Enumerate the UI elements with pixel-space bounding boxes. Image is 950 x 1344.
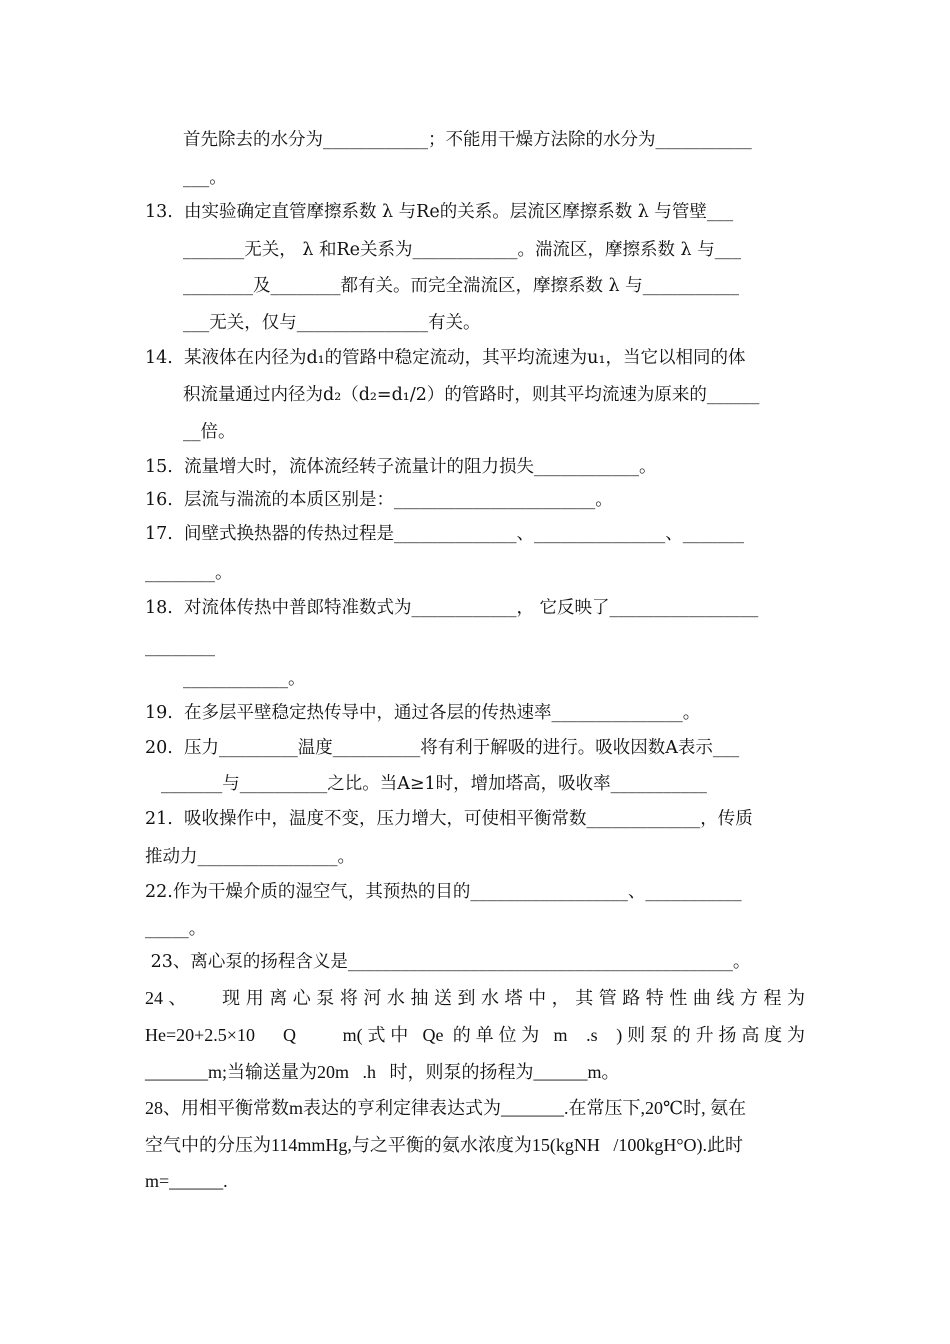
question-17-line: 17. 间壁式换热器的传热过程是______________、_______________、_______ [145,524,744,544]
text-line: 首先除去的水分为____________；不能用干燥方法除的水分为___________ [183,130,752,150]
text-line: ____________。 [183,669,306,689]
question-19-line: 19. 在多层平壁稳定热传导中，通过各层的传热速率_______________。 [145,703,701,723]
text-line: ________。 [145,563,233,583]
question-28-line: 28、用相平衡常数m表达的亨利定律表达式为_______.在常压下,20℃时, 氨在 [145,1098,747,1118]
text-line: __倍。 [183,422,236,442]
question-13-line: 13. 由实验确定直管摩擦系数 λ 与Re的关系。层流区摩擦系数 λ 与管壁___ [145,202,734,222]
text-line: 空气中的分压为114mmHg,与之平衡的氨水浓度为15(kgNH /100kgH°O).此时 [145,1135,744,1155]
question-15-line: 15. 流量增大时，流体流经转子流量计的阻力损失____________。 [145,457,657,477]
text-line: _______无关， λ 和Re关系为____________。湍流区，摩擦系数 λ 与___ [183,240,741,260]
question-18-line: 18. 对流体传热中普郎特准数式为____________， 它反映了_________________ [145,598,759,618]
text-line: He=20+2.5×10 Q m(式中 Qe 的单位为 m .s )则泵的升扬高度为 [145,1025,805,1045]
question-24-line: 24、 现用离心泵将河水抽送到水塔中，其管路特性曲线方程为 [145,988,805,1008]
text-line: _____。 [145,919,207,939]
question-22-line: 22.作为干燥介质的湿空气，其预热的目的__________________、___________ [145,882,742,902]
text-line: ________及________都有关。而完全湍流区，摩擦系数 λ 与___________ [183,276,739,296]
text-line: 推动力________________。 [145,847,355,867]
text-line: ___。 [183,168,227,188]
text-line: ___无关，仅与_______________有关。 [183,313,481,333]
question-14-line: 14. 某液体在内径为d₁的管路中稳定流动，其平均流速为u₁，当它以相同的体 [145,348,746,368]
question-16-line: 16. 层流与湍流的本质区别是：_______________________。 [145,490,613,510]
text-line: m=______. [145,1171,228,1191]
text-line: 积流量通过内径为d₂（d₂=d₁/2）的管路时，则其平均流速为原来的______ [183,385,760,405]
text-line: _______与__________之比。当A≥1时，增加塔高，吸收率___________ [161,774,707,794]
text-line: _______m;当输送量为20m .h 时，则泵的扬程为______m。 [145,1062,620,1082]
text-line: ________ [145,637,215,657]
question-21-line: 21. 吸收操作中，温度不变，压力增大，可使相平衡常数_____________，传质 [145,809,753,829]
question-20-line: 20. 压力_________温度__________将有利于解吸的进行。吸收因数A表示___ [145,738,740,758]
question-23-line: 23、离心泵的扬程含义是____________________________________________。 [145,952,751,972]
